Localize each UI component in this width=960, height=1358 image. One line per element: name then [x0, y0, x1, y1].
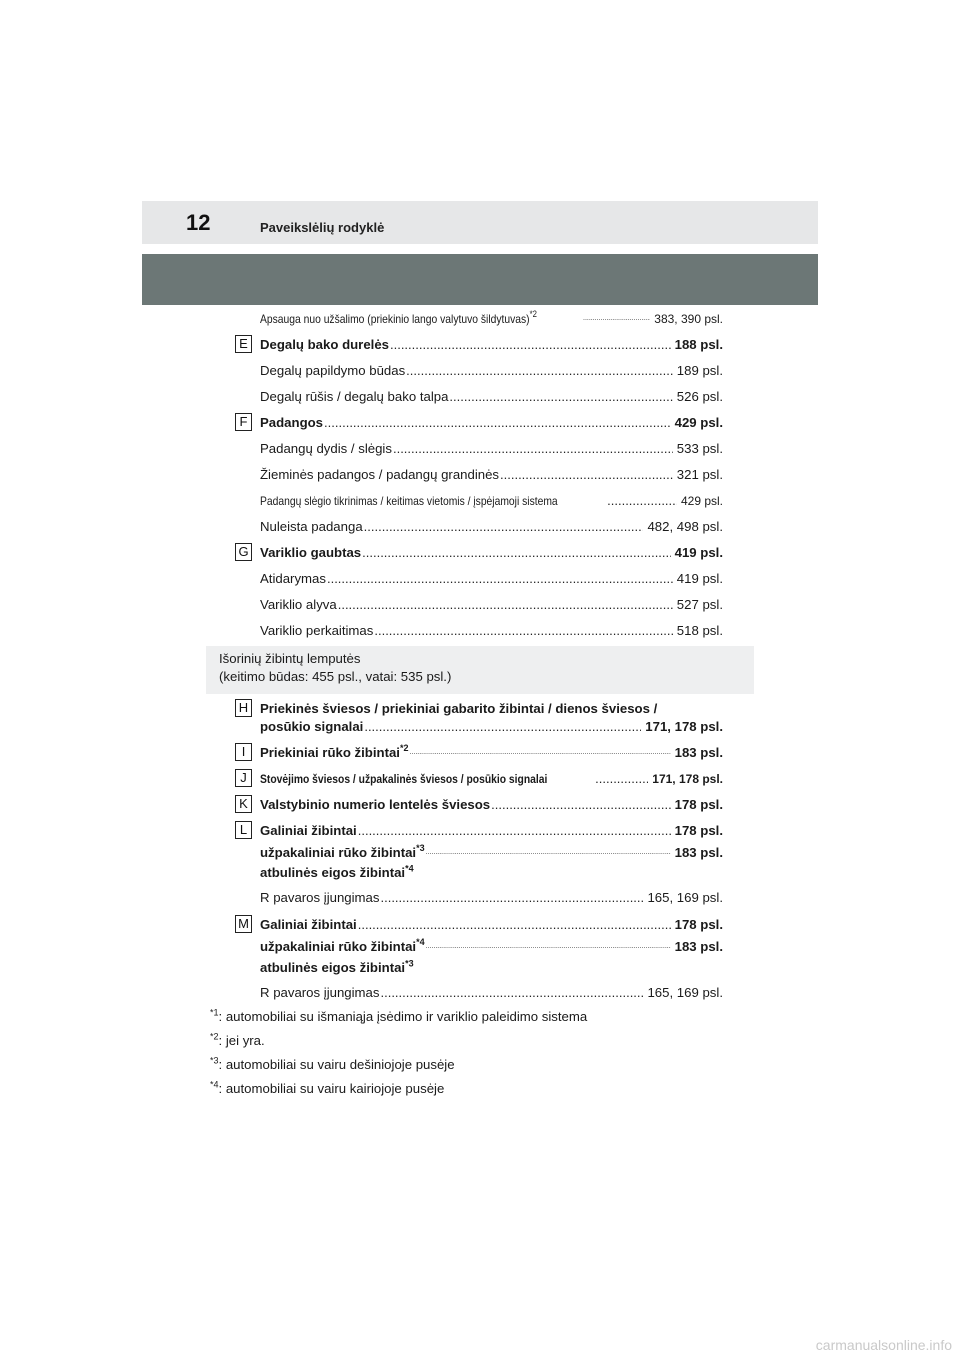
- entry-page: 165, 169 psl.: [647, 890, 723, 905]
- entry-page: 178 psl.: [674, 917, 723, 932]
- entry-page: 183 psl.: [674, 939, 723, 954]
- leader-dots: [583, 311, 650, 327]
- callout-letter-h: H: [235, 699, 252, 717]
- entry-page: 183 psl.: [674, 745, 723, 760]
- leader-dots: [410, 745, 671, 761]
- entry-label: Galiniai žibintai: [260, 823, 357, 838]
- entry-page: 171, 178 psl.: [652, 772, 723, 786]
- leader-dots: [327, 571, 673, 587]
- leader-dots: [393, 441, 673, 457]
- entry-page: 429 psl.: [674, 415, 723, 430]
- entry-label: R pavaros įjungimas: [260, 890, 380, 905]
- entry-page: 188 psl.: [674, 337, 723, 352]
- watermark: carmanualsonline.info: [815, 1337, 952, 1353]
- callout-letter-g: G: [235, 543, 252, 561]
- leader-dots: [390, 337, 671, 353]
- index-entry: [260, 441, 723, 457]
- index-entry: [260, 771, 723, 787]
- bulbs-title: Išorinių žibintų lemputės: [219, 651, 361, 666]
- entry-label: Priekiniai rūko žibintai: [260, 745, 400, 760]
- leader-dots: [426, 845, 671, 861]
- entry-page: 429 psl.: [680, 494, 723, 508]
- entry-page: 178 psl.: [674, 823, 723, 838]
- leader-dots: [426, 939, 671, 955]
- bulbs-subtitle: (keitimo būdas: 455 psl., vatai: 535 psl.): [219, 669, 452, 684]
- footnote-mark: *4: [210, 1079, 219, 1090]
- leader-dots: [380, 890, 643, 906]
- entry-label: Variklio gaubtas: [260, 545, 362, 560]
- leader-dots: [362, 545, 670, 561]
- footnote-mark: *2: [210, 1031, 219, 1042]
- index-entry: [260, 597, 723, 613]
- index-entry: [260, 890, 723, 906]
- footnote-ref: *4: [416, 936, 425, 947]
- page-number: 12: [186, 210, 211, 235]
- callout-letter-l: L: [235, 821, 252, 839]
- entry-label: Degalų papildymo būdas: [260, 363, 406, 378]
- index-entry: [260, 545, 723, 561]
- entry-label: Degalų bako durelės: [260, 337, 389, 352]
- leader-dots: [406, 363, 673, 379]
- section-band: [142, 254, 818, 305]
- bulbs-info-box: [206, 646, 754, 694]
- index-entry: [260, 936, 723, 955]
- entry-label: Apsauga nuo užšalimo (priekinio lango valytuvo šildytuvas): [260, 312, 530, 326]
- entry-page: 527 psl.: [676, 597, 723, 612]
- entry-label: Atidarymas: [260, 571, 326, 586]
- leader-dots: [364, 719, 641, 735]
- entry-label: atbulinės eigos žibintai: [260, 865, 406, 880]
- entry-page: 183 psl.: [674, 845, 723, 860]
- entry-page: 383, 390 psl.: [654, 312, 723, 326]
- leader-dots: [380, 985, 643, 1001]
- entry-label: Padangų slėgio tikrinimas / keitimas vietomis / įspėjamoji sistema: [260, 494, 558, 508]
- index-entry: [260, 842, 723, 861]
- entry-page: 321 psl.: [676, 467, 723, 482]
- leader-dots: [324, 415, 671, 431]
- leader-dots: [449, 389, 672, 405]
- entry-label: R pavaros įjungimas: [260, 985, 380, 1000]
- footnote-text: : jei yra.: [218, 1033, 265, 1048]
- leader-dots: [500, 467, 673, 483]
- entry-page: 419 psl.: [676, 571, 723, 586]
- callout-letter-k: K: [235, 795, 252, 813]
- entry-label: užpakaliniai rūko žibintai: [260, 939, 417, 954]
- index-entry: [260, 467, 723, 483]
- entry-page: 526 psl.: [676, 389, 723, 404]
- entry-page: 518 psl.: [676, 623, 723, 638]
- leader-dots: [595, 771, 648, 787]
- callout-letter-f: F: [235, 413, 252, 431]
- index-entry: [260, 823, 723, 839]
- leader-dots: [374, 623, 672, 639]
- entry-label: Valstybinio numerio lentelės šviesos: [260, 797, 491, 812]
- page-header: [142, 201, 818, 244]
- entry-label: posūkio signalai: [260, 719, 364, 734]
- footnote: [210, 1033, 265, 1049]
- footnote-ref: *3: [405, 958, 414, 969]
- index-entry: [260, 742, 723, 761]
- callout-letter-i: I: [235, 743, 252, 761]
- index-entry: [260, 519, 723, 535]
- index-entry: [260, 389, 723, 405]
- footnote-ref: *2: [529, 309, 537, 319]
- footnote-text: : automobiliai su vairu dešiniojoje pusėje: [218, 1057, 455, 1072]
- footnote-mark: *3: [210, 1055, 219, 1066]
- entry-page: 419 psl.: [674, 545, 723, 560]
- index-entry: [260, 493, 723, 509]
- footnote: [210, 1057, 455, 1073]
- entry-label: atbulinės eigos žibintai: [260, 960, 406, 975]
- entry-label: Žieminės padangos / padangų grandinės: [260, 467, 500, 482]
- entry-label: Nuleista padanga: [260, 519, 363, 534]
- index-entry: [260, 917, 723, 933]
- footnote-ref: *3: [416, 842, 425, 853]
- index-entry: [260, 363, 723, 379]
- footnote: [210, 1081, 444, 1097]
- index-entry: [260, 719, 723, 735]
- footnote-ref: *2: [399, 742, 409, 753]
- index-entry: [260, 415, 723, 431]
- callout-letter-e: E: [235, 335, 252, 353]
- entry-label: Padangos: [260, 415, 324, 430]
- footnote: [210, 1009, 587, 1025]
- footnote-ref: *4: [405, 863, 414, 874]
- index-entry: [260, 985, 723, 1001]
- callout-letter-m: M: [235, 915, 252, 933]
- entry-page: 171, 178 psl.: [645, 719, 723, 734]
- entry-page: 189 psl.: [676, 363, 723, 378]
- index-entry: [260, 571, 723, 587]
- entry-label: Variklio perkaitimas: [260, 623, 374, 638]
- entry-label: Variklio alyva: [260, 597, 337, 612]
- index-entry: [260, 311, 723, 327]
- index-entry: [260, 797, 723, 813]
- footnote-text: : automobiliai su išmaniąja įsėdimo ir variklio paleidimo sistema: [218, 1009, 588, 1024]
- leader-dots: [364, 519, 644, 535]
- page-title: Paveikslėlių rodyklė: [260, 220, 385, 235]
- entry-label-line: [260, 865, 414, 881]
- entry-page: 533 psl.: [676, 441, 723, 456]
- index-entry: [260, 337, 723, 353]
- entry-label: užpakaliniai rūko žibintai: [260, 845, 417, 860]
- entry-label: Degalų rūšis / degalų bako talpa: [260, 389, 449, 404]
- entry-page: 178 psl.: [674, 797, 723, 812]
- entry-page: 482, 498 psl.: [647, 519, 723, 534]
- entry-label: Galiniai žibintai: [260, 917, 357, 932]
- footnote-mark: *1: [210, 1007, 219, 1018]
- leader-dots: [607, 493, 677, 509]
- entry-label-line: Priekinės šviesos / priekiniai gabarito žibintai / dienos šviesos /: [260, 701, 658, 716]
- index-entry: [260, 623, 723, 639]
- entry-label: Stovėjimo šviesos / užpakalinės šviesos / posūkio signalai: [260, 772, 548, 786]
- entry-page: 165, 169 psl.: [647, 985, 723, 1000]
- leader-dots: [491, 797, 670, 813]
- callout-letter-j: J: [235, 769, 252, 787]
- leader-dots: [358, 917, 671, 933]
- footnote-text: : automobiliai su vairu kairiojoje pusėje: [218, 1081, 445, 1096]
- leader-dots: [358, 823, 671, 839]
- entry-label: Padangų dydis / slėgis: [260, 441, 392, 456]
- leader-dots: [338, 597, 673, 613]
- entry-label-line: [260, 960, 414, 976]
